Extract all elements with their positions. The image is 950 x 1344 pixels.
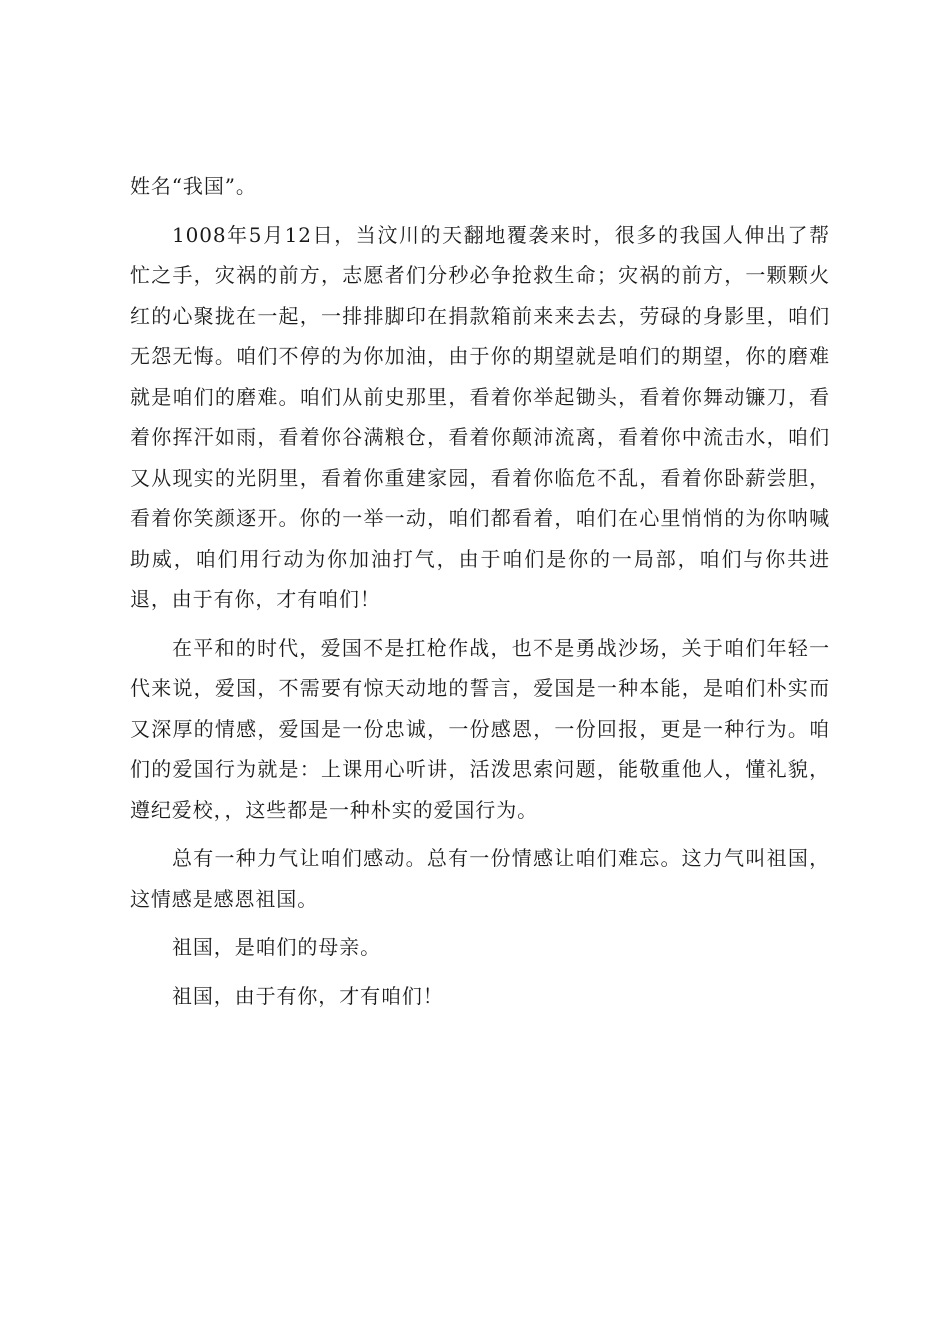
document-page: [130, 166, 830, 1024]
paragraph-continuation: 姓名“我国”。: [130, 174, 257, 198]
paragraph-closing: 祖国，由于有你，才有咱们！: [172, 983, 444, 1008]
paragraph-power: 总有一种力气让咱们感动。总有一份情感让咱们难忘。这力气叫祖国，这情感是感恩祖国。: [130, 846, 830, 911]
paragraph-wenchuan: 1008年5月12日，当汶川的天翻地覆袭来时，很多的我国人伸出了帮忙之手，灾祸的前方，志愿者们分秒必争抢救生命；灾祸的前方，一颗颗火红的心聚拢在一起，一排排脚印在捐款箱前来来去去，劳碌的身影里，咱们无怨无悔。咱们不停的为你加油，由于你的期望就是咱们的期望，你的磨难就是咱们的磨难。咱们从前史那里，看着你举起锄头，看着你舞动镰刀，看着你挥汗如雨，看着你谷满粮仓，看着你颠沛流离，看着你中流击水，咱们又从现实的光阴里，看着你重建家园，看着你临危不乱，看着你卧薪尝胆，看着你笑颜逐开。你的一举一动，咱们都看着，咱们在心里悄悄的为你呐喊助威，咱们用行动为你加油打气，由于咱们是你的一局部，咱们与你共进退，由于有你，才有咱们！: [130, 222, 830, 611]
paragraph-peaceful-times: 在平和的时代，爱国不是扛枪作战，也不是勇战沙场，关于咱们年轻一代来说，爱国，不需要有惊天动地的誓言，爱国是一种本能，是咱们朴实而又深厚的情感，爱国是一份忠诚，一份感恩，一份回报，更是一种行为。咱们的爱国行为就是：上课用心听讲，活泼思索问题，能敬重他人，懂礼貌，遵纪爱校，，这些都是一种朴实的爱国行为。: [130, 635, 830, 822]
paragraph-mother: 祖国，是咱们的母亲。: [172, 935, 381, 959]
